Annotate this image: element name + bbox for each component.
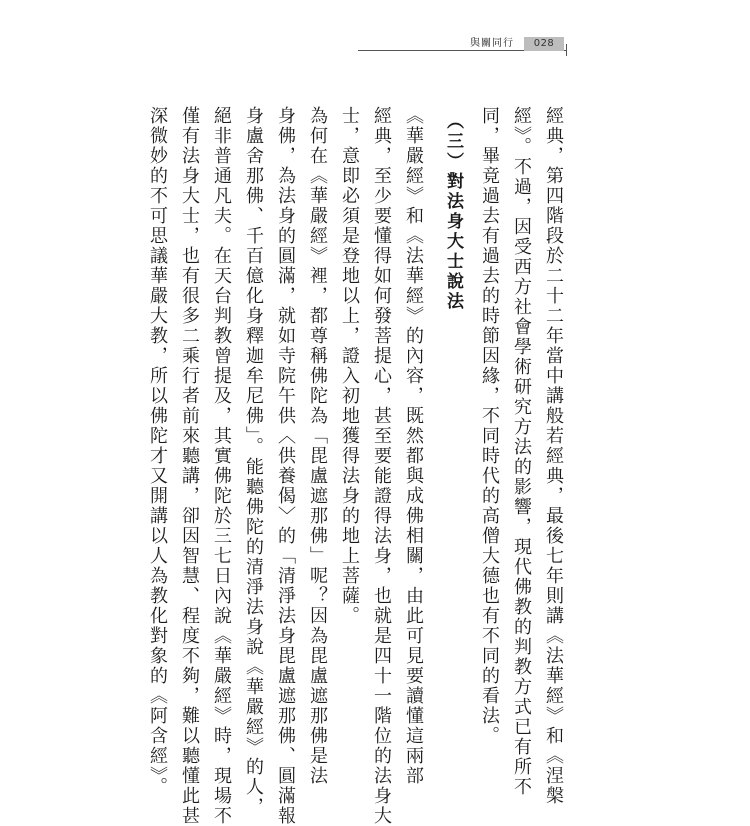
section-heading: （三）對法身大士說法	[443, 112, 463, 312]
page-number: 028	[524, 37, 564, 51]
text-column-6: 士，意即必須是登地以上，證入初地獲得法身的地上菩薩。	[339, 106, 360, 626]
text-column-11: 僅有法身大士，也有很多二乘行者前來聽講，卻因智慧、程度不夠，難以聽懂此甚	[179, 106, 200, 826]
text-column-12: 深微妙的不可思議華嚴大教，所以佛陀才又開講以人為教化對象的《阿含經》。	[147, 106, 168, 797]
text-column-3: 同，畢竟過去有過去的時節因緣，不同時代的高僧大德也有不同的看法。	[479, 106, 500, 746]
text-column-5: 經典，至少要懂得如何發菩提心，甚至要能證得法身，也就是四十一階位的法身大	[371, 106, 392, 826]
header-rule-tick	[566, 44, 567, 56]
text-column-9: 身盧舍那佛、千百億化身釋迦牟尼佛」。能聽佛陀的清淨法身說《華嚴經》的人，	[243, 106, 264, 817]
text-column-1: 經典，第四階段於二十二年當中講般若經典，最後七年則講《法華經》和《涅槃	[543, 106, 564, 806]
text-column-7: 為何在《華嚴經》裡，都尊稱佛陀為「毘盧遮那佛」呢？因為毘盧遮那佛是法	[307, 106, 328, 786]
text-column-10: 絕非普通凡夫。在天台判教曾提及，其實佛陀於三七日內說《華嚴經》時，現場不	[211, 106, 232, 826]
text-column-4: 《華嚴經》和《法華經》的內容，既然都與成佛相關，由此可見要讀懂這兩部	[403, 106, 424, 786]
text-column-8: 身佛，為法身的圓滿，就如寺院午供〈供養偈〉的「清淨法身毘盧遮那佛、圓滿報	[275, 106, 296, 826]
running-book-title: 與關同行	[470, 38, 514, 49]
text-column-2: 經》。不過，因受西方社會學術研究方法的影響，現代佛教的判教方式已有所不	[511, 106, 532, 797]
